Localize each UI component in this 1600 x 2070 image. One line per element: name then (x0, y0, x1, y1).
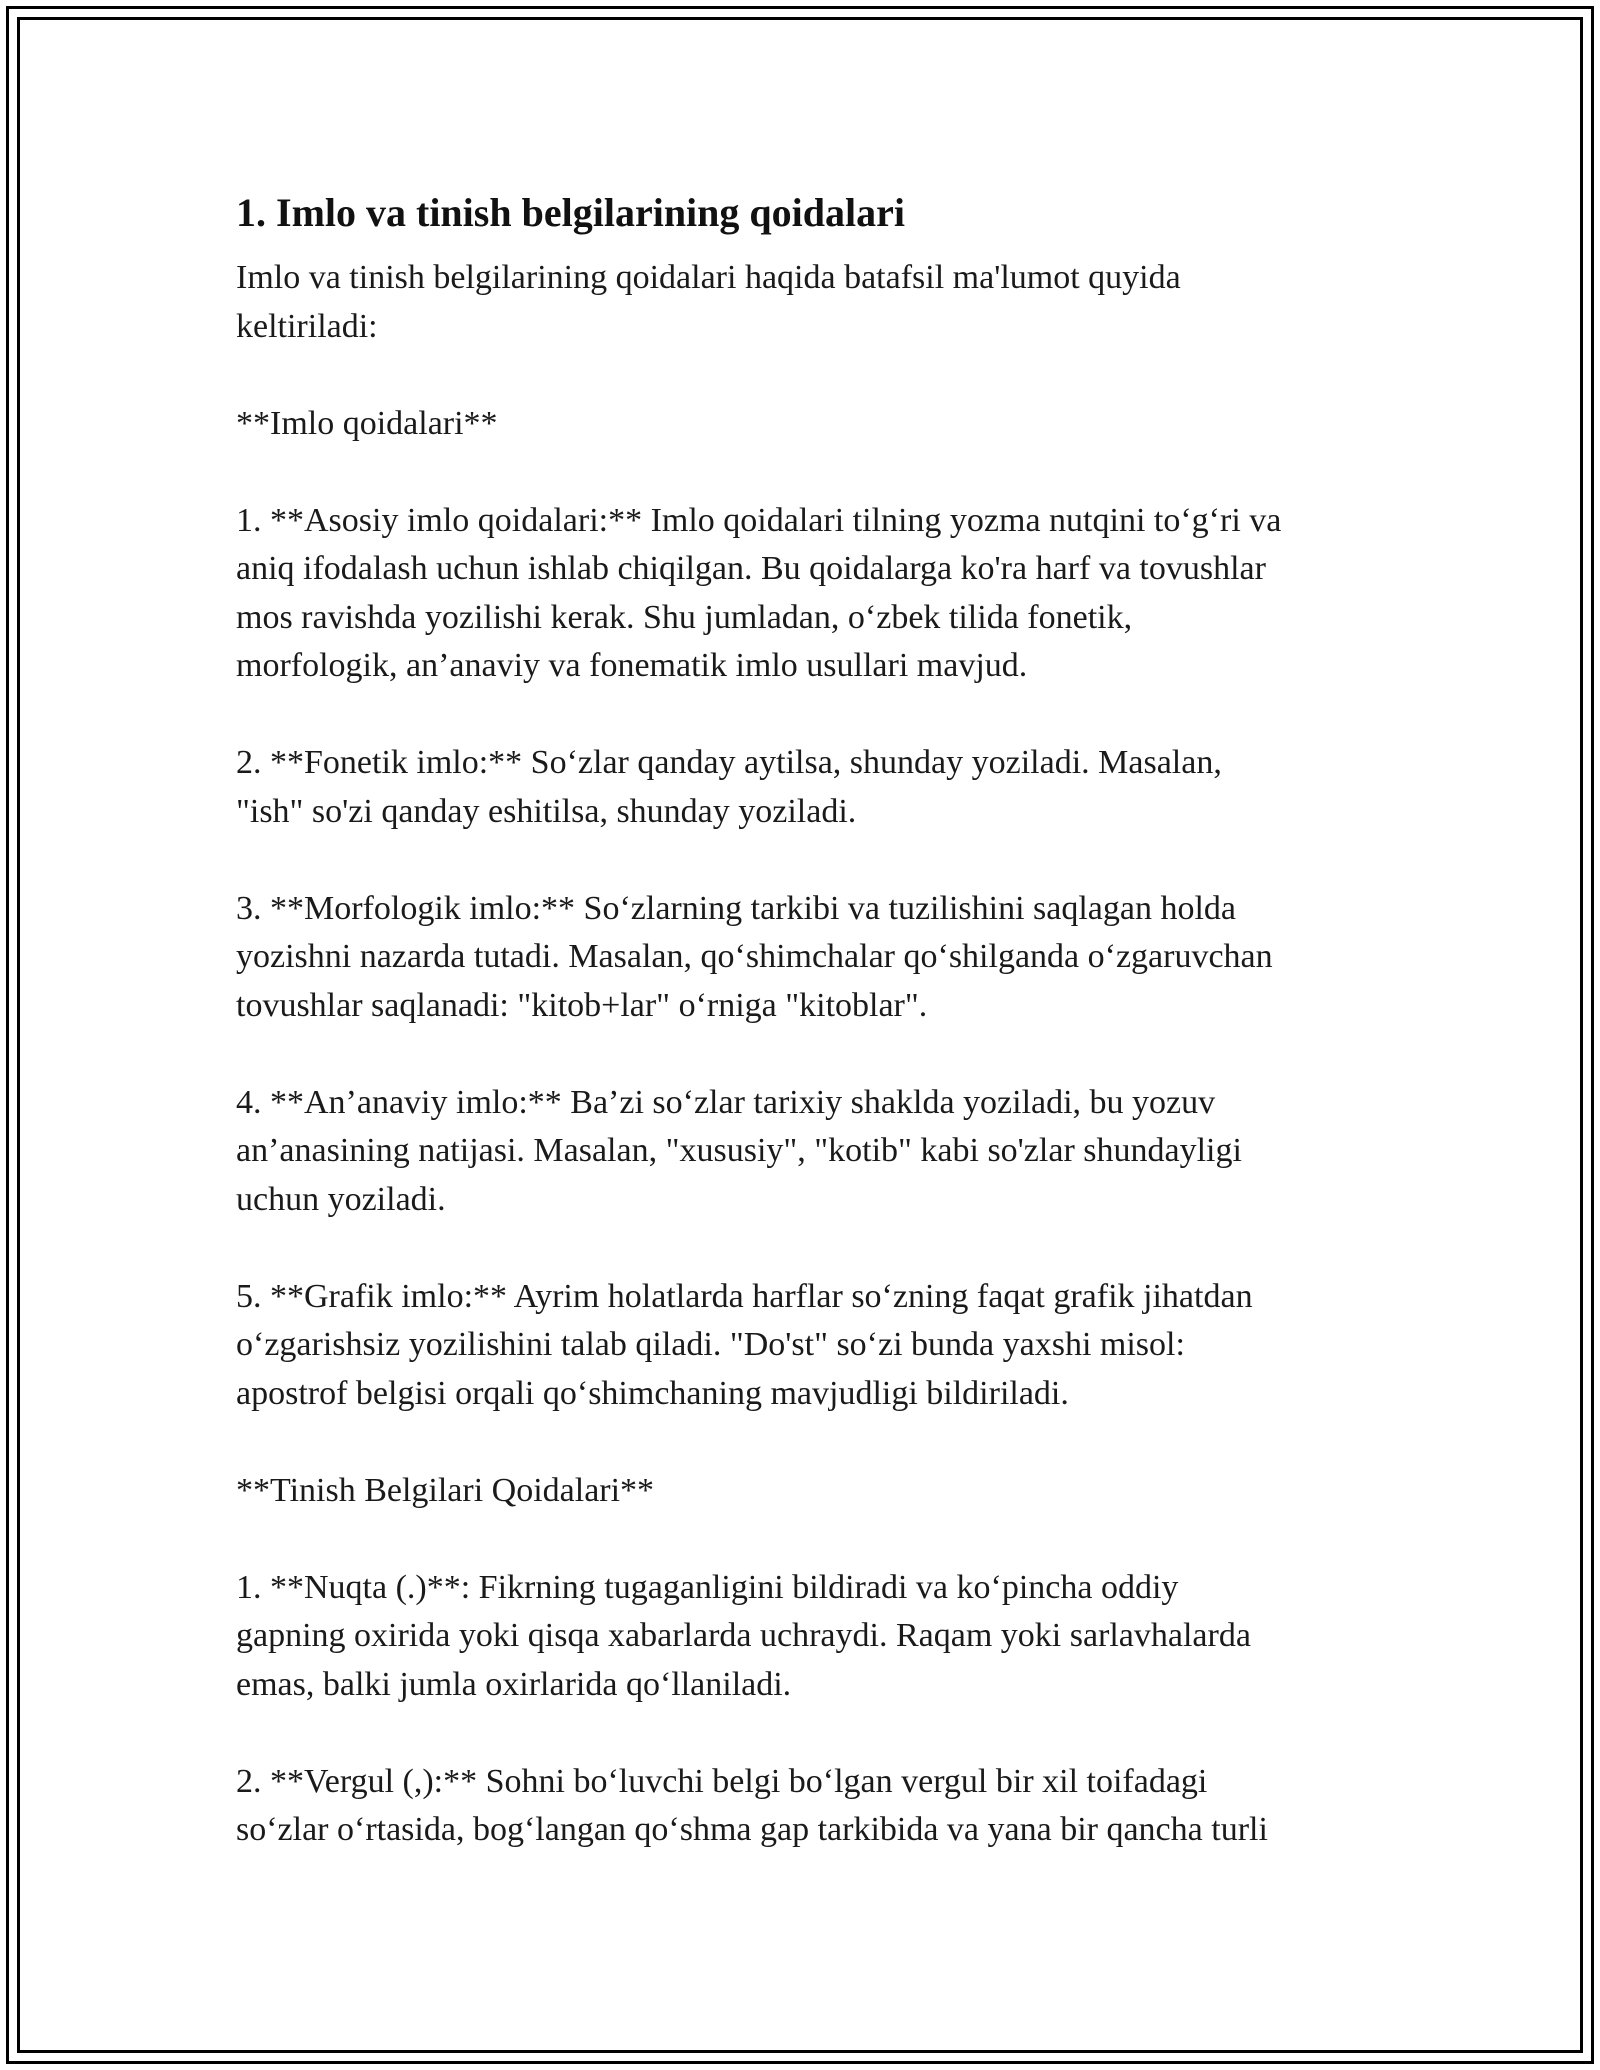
text-line: so‘zlar o‘rtasida, bog‘langan qo‘shma gap tarkibida va yana bir qancha turli (236, 1811, 1268, 1848)
text-line: keltiriladi: (236, 307, 378, 345)
paragraph (236, 254, 1376, 351)
text-line: apostrof belgisi orqali qo‘shimchaning mavjudligi bildiriladi. (236, 1374, 1069, 1412)
paragraph (236, 1758, 1376, 1855)
paragraph (236, 739, 1376, 836)
text-line: 2. **Fonetik imlo:** So‘zlar qanday aytilsa, shunday yoziladi. Masalan, (236, 744, 1222, 781)
text-line: **Tinish Belgilari Qoidalari** (236, 1471, 655, 1509)
document-title: 1. Imlo va tinish belgilarining qoidalari (236, 190, 906, 235)
document-body (236, 186, 1376, 1903)
text-line: mos ravishda yozilishi kerak. Shu jumladan, o‘zbek tilida fonetik, (236, 598, 1133, 636)
text-line: "ish" so'zi qanday eshitilsa, shunday yoziladi. (236, 792, 857, 830)
text-line: yozishni nazarda tutadi. Masalan, qo‘shimchalar qo‘shilganda o‘zgaruvchan (236, 938, 1273, 975)
text-line: 3. **Morfologik imlo:** So‘zlarning tarkibi va tuzilishini saqlagan holda (236, 889, 1237, 927)
text-line: 5. **Grafik imlo:** Ayrim holatlarda harflar so‘zning faqat grafik jihatdan (236, 1277, 1253, 1315)
text-line: **Imlo qoidalari** (236, 404, 498, 442)
paragraph (236, 1079, 1376, 1225)
text-line: an’anasining natijasi. Masalan, "xususiy", "kotib" kabi so'zlar shundayligi (236, 1132, 1242, 1169)
text-line: 2. **Vergul (,):** Sohni bo‘luvchi belgi bo‘lgan vergul bir xil toifadagi (236, 1762, 1208, 1800)
text-line: morfologik, an’anaviy va fonematik imlo usullari mavjud. (236, 647, 1028, 684)
text-line: tovushlar saqlanadi: "kitob+lar" o‘rniga "kitoblar". (236, 986, 928, 1024)
text-line: 1. **Asosiy imlo qoidalari:** Imlo qoidalari tilning yozma nutqini to‘g‘ri va (236, 501, 1282, 539)
paragraph (236, 1273, 1376, 1419)
paragraph (236, 885, 1376, 1031)
paragraph (236, 1564, 1376, 1710)
text-line: Imlo va tinish belgilarining qoidalari haqida batafsil ma'lumot quyida (236, 259, 1181, 296)
text-line: o‘zgarishsiz yozilishini talab qiladi. "Do'st" so‘zi bunda yaxshi misol: (236, 1326, 1185, 1363)
paragraph (236, 400, 1376, 449)
paragraph (236, 1467, 1376, 1516)
text-line: 4. **An’anaviy imlo:** Ba’zi so‘zlar tarixiy shaklda yoziladi, bu yozuv (236, 1083, 1216, 1121)
text-line: 1. **Nuqta (.)**: Fikrning tugaganligini bildiradi va ko‘pincha oddiy (236, 1568, 1179, 1606)
paragraph-list (236, 254, 1376, 1855)
text-line: emas, balki jumla oxirlarida qo‘llaniladi. (236, 1665, 792, 1703)
paragraph (236, 497, 1376, 691)
text-line: uchun yoziladi. (236, 1180, 446, 1218)
text-line: aniq ifodalash uchun ishlab chiqilgan. Bu qoidalarga ko'ra harf va tovushlar (236, 550, 1266, 587)
text-line: gapning oxirida yoki qisqa xabarlarda uchraydi. Raqam yoki sarlavhalarda (236, 1617, 1251, 1654)
